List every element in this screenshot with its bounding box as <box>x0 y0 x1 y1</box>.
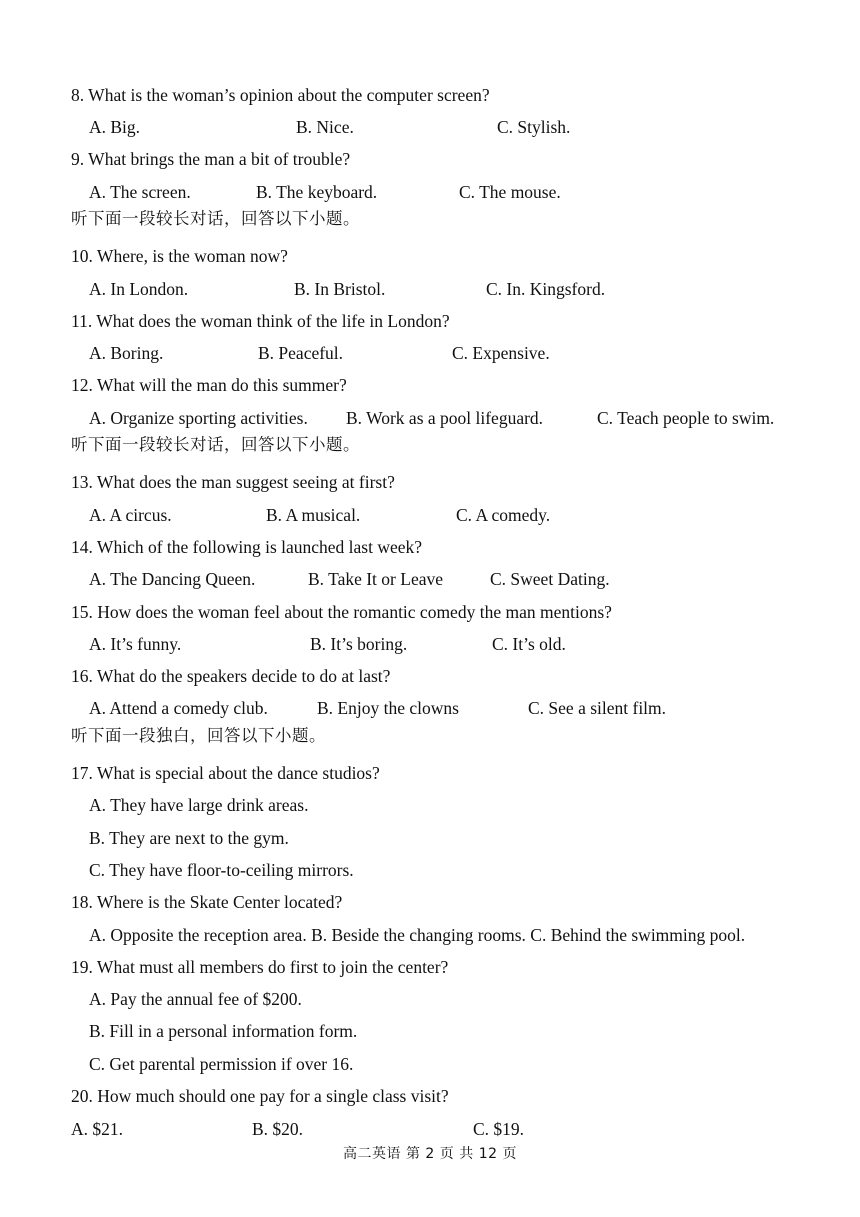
option-9c: C. The mouse. <box>459 182 561 202</box>
option-14b: B. Take It or Leave <box>308 569 443 589</box>
question-18: 18. Where is the Skate Center located? <box>71 892 343 912</box>
option-8b: B. Nice. <box>296 117 354 137</box>
question-19: 19. What must all members do first to join the center? <box>71 957 449 977</box>
question-14: 14. Which of the following is launched last week? <box>71 537 423 557</box>
option-16a: A. Attend a comedy club. <box>89 698 268 718</box>
option-10a: A. In London. <box>89 279 189 299</box>
option-11a: A. Boring. <box>89 343 164 363</box>
option-20b: B. $20. <box>252 1119 304 1139</box>
question-9: 9. What brings the man a bit of trouble? <box>71 149 351 169</box>
question-11: 11. What does the woman think of the life in London? <box>71 311 450 331</box>
question-10: 10. Where, is the woman now? <box>71 246 288 266</box>
option-19b: B. Fill in a personal information form. <box>89 1021 358 1041</box>
option-8c: C. Stylish. <box>497 117 571 137</box>
option-12a: A. Organize sporting activities. <box>89 408 308 428</box>
option-17b: B. They are next to the gym. <box>89 828 289 848</box>
question-8: 8. What is the woman’s opinion about the computer screen? <box>71 85 490 105</box>
question-13: 13. What does the man suggest seeing at first? <box>71 472 395 492</box>
section-instruction: 听下面一段较长对话，回答以下小题。 <box>71 209 360 228</box>
option-14c: C. Sweet Dating. <box>490 569 610 589</box>
option-15b: B. It’s boring. <box>310 634 408 654</box>
question-12: 12. What will the man do this summer? <box>71 375 347 395</box>
option-12b: B. Work as a pool lifeguard. <box>346 408 544 428</box>
option-14a: A. The Dancing Queen. <box>89 569 256 589</box>
option-11c: C. Expensive. <box>452 343 550 363</box>
question-20: 20. How much should one pay for a single class visit? <box>71 1086 449 1106</box>
option-13c: C. A comedy. <box>456 505 551 525</box>
option-15c: C. It’s old. <box>492 634 566 654</box>
option-12c: C. Teach people to swim. <box>597 408 775 428</box>
option-19c: C. Get parental permission if over 16. <box>89 1054 354 1074</box>
option-16c: C. See a silent film. <box>528 698 667 718</box>
option-13a: A. A circus. <box>89 505 172 525</box>
option-16b: B. Enjoy the clowns <box>317 698 459 718</box>
option-10c: C. In. Kingsford. <box>486 279 606 299</box>
option-18-all: A. Opposite the reception area. B. Beside the changing rooms. C. Behind the swimming pool. <box>89 925 746 945</box>
option-9b: B. The keyboard. <box>256 182 378 202</box>
section-instruction: 听下面一段较长对话，回答以下小题。 <box>71 435 360 454</box>
option-13b: B. A musical. <box>266 505 361 525</box>
section-instruction: 听下面一段独白，回答以下小题。 <box>71 726 326 745</box>
page-footer: 高二英语 第 2 页 共 12 页 <box>343 1146 517 1162</box>
option-20c: C. $19. <box>473 1119 525 1139</box>
question-15: 15. How does the woman feel about the romantic comedy the man mentions? <box>71 602 612 622</box>
question-16: 16. What do the speakers decide to do at last? <box>71 666 391 686</box>
option-15a: A. It’s funny. <box>89 634 182 654</box>
option-11b: B. Peaceful. <box>258 343 344 363</box>
option-20a: A. $21. <box>71 1119 124 1139</box>
option-9a: A. The screen. <box>89 182 191 202</box>
option-17c: C. They have floor-to-ceiling mirrors. <box>89 860 354 880</box>
option-17a: A. They have large drink areas. <box>89 795 309 815</box>
question-17: 17. What is special about the dance studios? <box>71 763 380 783</box>
option-10b: B. In Bristol. <box>294 279 386 299</box>
option-8a: A. Big. <box>89 117 141 137</box>
option-19a: A. Pay the annual fee of $200. <box>89 989 302 1009</box>
